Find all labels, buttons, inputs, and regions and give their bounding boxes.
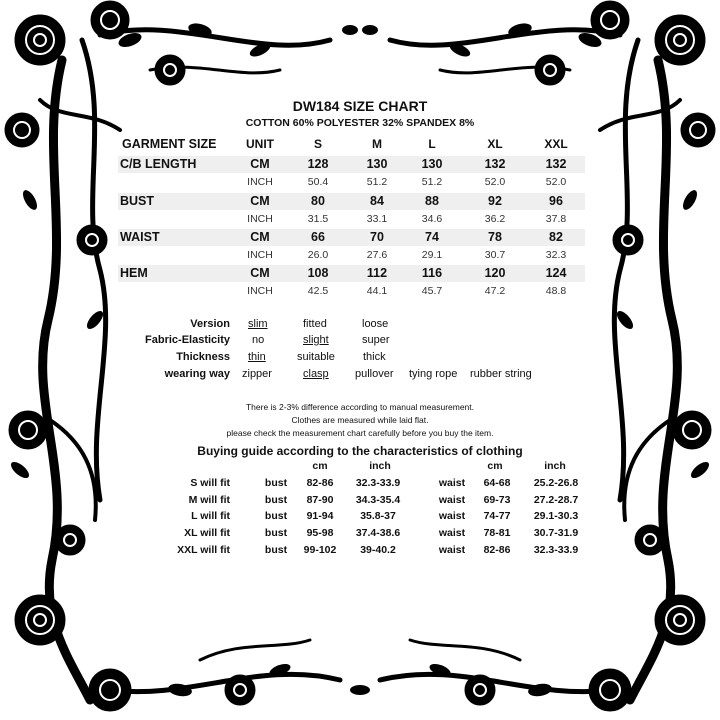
cm-value: 132 [484,157,506,171]
guide-bust-inch: 32.3-33.9 [355,477,401,489]
attribute-option: pullover [355,368,394,380]
guide-bust-inch: 34.3-35.4 [355,494,401,506]
guide-waist-cm: 82-86 [483,544,511,556]
guide-bust-inch: 37.4-38.6 [355,527,401,539]
size-header: XXL [544,137,568,151]
guide-size: M will fit [188,494,230,506]
attribute-option: no [252,334,265,346]
cm-value: 124 [545,266,567,280]
guide-waist-label: waist [438,494,466,506]
inch-value: 44.1 [366,285,388,297]
inch-value: 29.1 [421,249,443,261]
unit-cm: CM [250,157,270,171]
unit-cm: CM [250,266,270,280]
bust-inch-header: inch [369,460,391,472]
cm-value: 92 [488,194,502,208]
guide-bust-inch: 35.8-37 [360,510,396,522]
guide-waist-cm: 69-73 [483,494,511,506]
waist-inch-header: inch [544,460,566,472]
guide-waist-inch: 29.1-30.3 [533,510,579,522]
cm-value: 66 [311,230,325,244]
attribute-option-selected: thin [248,351,266,363]
unit-inch: INCH [247,249,273,261]
cm-value: 130 [421,157,443,171]
guide-bust-cm: 82-86 [306,477,334,489]
inch-value: 36.2 [484,213,506,225]
attribute-label: Version [190,318,230,330]
attribute-option-selected: slim [248,318,268,330]
guide-bust-inch: 39-40.2 [360,544,396,556]
size-header: M [372,137,382,151]
guide-waist-cm: 64-68 [483,477,511,489]
cm-value: 108 [307,266,329,280]
cm-value: 82 [549,230,563,244]
attribute-option: loose [362,318,389,330]
buying-guide-title: Buying guide according to the characteristics of clothing [197,444,523,458]
inch-value: 32.3 [545,249,567,261]
measurement-label: WAIST [120,230,160,244]
guide-waist-label: waist [438,527,466,539]
guide-bust-cm: 99-102 [303,544,337,556]
table-corner-label: GARMENT SIZE [122,137,217,151]
inch-value: 50.4 [307,176,329,188]
cm-value: 70 [370,230,384,244]
attribute-option: super [362,334,390,346]
inch-value: 31.5 [307,213,329,225]
guide-waist-inch: 32.3-33.9 [533,544,579,556]
guide-waist-inch: 25.2-26.8 [533,477,579,489]
unit-cm: CM [250,230,270,244]
guide-waist-label: waist [438,477,466,489]
inch-value: 48.8 [545,285,567,297]
guide-bust-cm: 87-90 [306,494,334,506]
size-header: XL [487,137,503,151]
attribute-option: tying rope [409,368,458,380]
attribute-option: rubber string [470,368,532,380]
unit-inch: INCH [247,285,273,297]
guide-size: XXL will fit [177,544,230,556]
guide-size: XL will fit [184,527,230,539]
inch-value: 45.7 [421,285,443,297]
attribute-label: Fabric-Elasticity [145,334,230,346]
note-line: please check the measurement chart carefully before you buy the item. [226,428,494,438]
inch-value: 52.0 [545,176,567,188]
guide-waist-cm: 74-77 [483,510,511,522]
guide-bust-label: bust [264,544,288,556]
inch-value: 47.2 [484,285,506,297]
measurement-label: BUST [120,194,155,208]
measurement-label: C/B LENGTH [120,157,197,171]
cm-value: 78 [488,230,502,244]
inch-value: 52.0 [484,176,506,188]
cm-value: 132 [545,157,567,171]
inch-value: 37.8 [545,213,567,225]
fabric-composition: COTTON 60% POLYESTER 32% SPANDEX 8% [245,117,475,129]
guide-bust-cm: 95-98 [306,527,334,539]
waist-cm-header: cm [487,460,503,472]
attribute-option: thick [363,351,386,363]
note-line: Clothes are measured while laid flat. [291,415,429,425]
cm-value: 74 [425,230,439,244]
inch-value: 33.1 [366,213,388,225]
guide-bust-label: bust [264,510,288,522]
guide-bust-label: bust [264,527,288,539]
chart-title: DW184 SIZE CHART [292,98,428,114]
bust-cm-header: cm [312,460,328,472]
attribute-label: Thickness [176,351,230,363]
cm-value: 84 [370,194,384,208]
unit-inch: INCH [247,213,273,225]
attribute-option: suitable [297,351,335,363]
attribute-option: zipper [242,368,272,380]
cm-value: 96 [549,194,563,208]
unit-header: UNIT [246,137,274,151]
attribute-option: fitted [303,318,327,330]
inch-value: 51.2 [421,176,443,188]
cm-value: 120 [484,266,506,280]
cm-value: 116 [421,266,443,280]
guide-bust-cm: 91-94 [306,510,334,522]
size-header: S [313,137,322,151]
cm-value: 128 [307,157,329,171]
unit-inch: INCH [247,176,273,188]
guide-waist-cm: 78-81 [483,527,511,539]
size-header: L [428,137,436,151]
attribute-option-selected: slight [303,334,329,346]
unit-cm: CM [250,194,270,208]
guide-size: S will fit [190,477,230,489]
note-line: There is 2-3% difference according to manual measurement. [245,402,475,412]
guide-waist-inch: 30.7-31.9 [533,527,579,539]
cm-value: 88 [425,194,439,208]
attribute-option-selected: clasp [303,368,329,380]
guide-size: L will fit [191,510,230,522]
inch-value: 34.6 [421,213,443,225]
attribute-label: wearing way [164,368,230,380]
guide-waist-inch: 27.2-28.7 [533,494,579,506]
inch-value: 27.6 [366,249,388,261]
measurement-label: HEM [120,266,148,280]
inch-value: 30.7 [484,249,506,261]
cm-value: 80 [311,194,325,208]
cm-value: 112 [366,266,388,280]
guide-waist-label: waist [438,510,466,522]
guide-bust-label: bust [264,477,288,489]
inch-value: 42.5 [307,285,329,297]
cm-value: 130 [366,157,388,171]
inch-value: 26.0 [307,249,329,261]
guide-waist-label: waist [438,544,466,556]
guide-bust-label: bust [264,494,288,506]
inch-value: 51.2 [366,176,388,188]
